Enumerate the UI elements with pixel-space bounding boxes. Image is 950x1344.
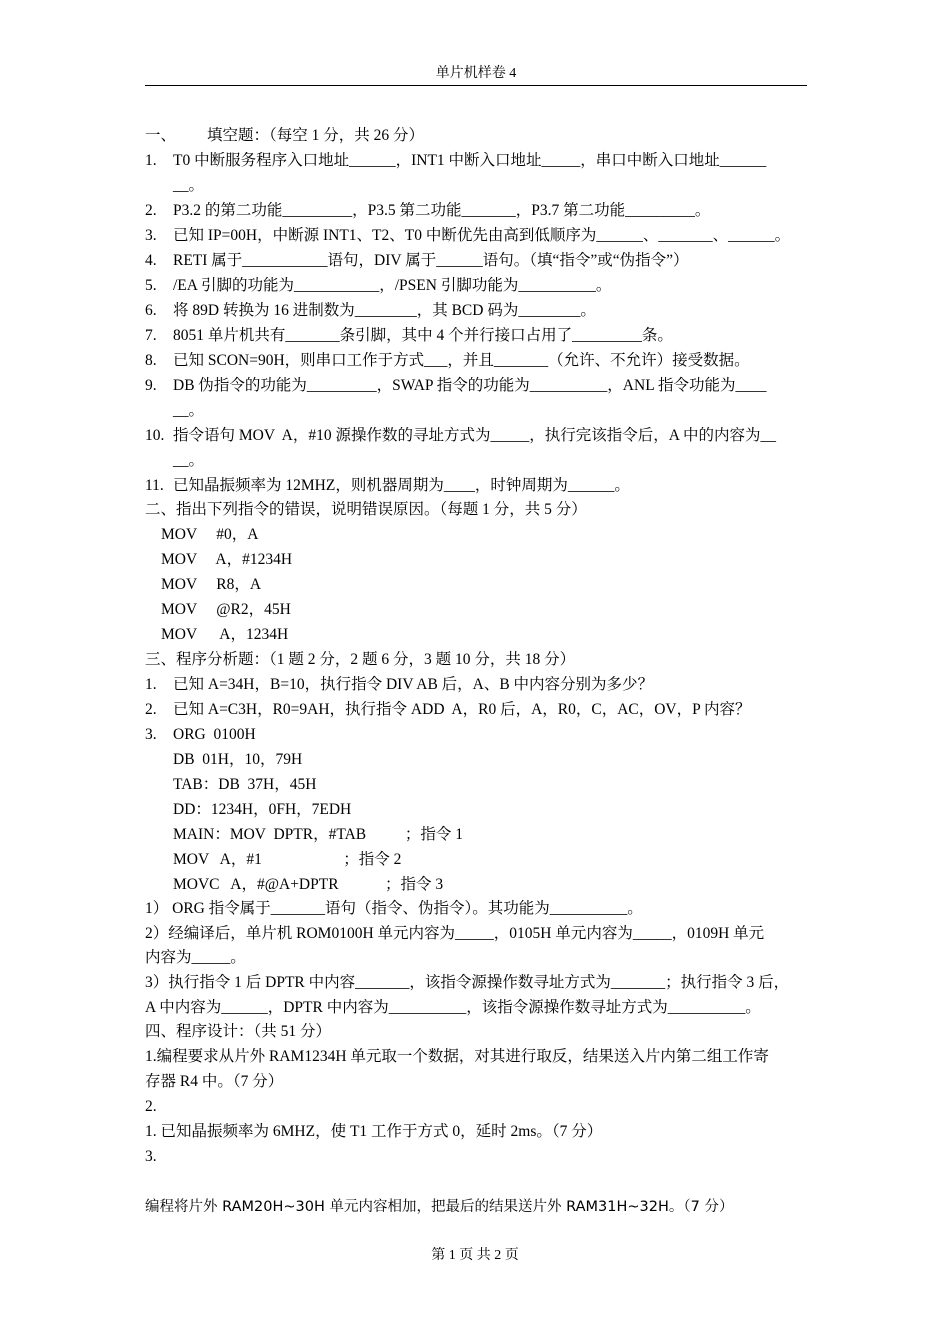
- program-line: MOVC A，#@A+DPTR ；指令 3: [173, 876, 444, 893]
- question-text: ORG 0100H: [173, 726, 256, 743]
- instruction-line: MOV #0，A: [161, 526, 259, 543]
- design-problem-1: 1.编程要求从片外 RAM1234H 单元取一个数据，对其进行取反，结果送入片内第二组工作寄: [145, 1048, 769, 1065]
- question-number: 9.: [145, 377, 157, 394]
- design-problem-2-number: 2.: [145, 1098, 157, 1115]
- question-number: 8.: [145, 352, 157, 369]
- page-header-title: 单片机样卷 4: [435, 66, 517, 81]
- question-9-continuation: __。: [173, 402, 205, 419]
- sub-question-2-continuation: 内容为_____。: [145, 949, 246, 966]
- sub-question-3: 3）执行指令 1 后 DPTR 中内容_______，该指令源操作数寻址方式为_______；执行指令 3 后，: [145, 974, 790, 991]
- question-number: 4.: [145, 252, 157, 269]
- question-11: [145, 476, 630, 496]
- question-number: 2.: [145, 202, 157, 219]
- question-text: DB 伪指令的功能为_________，SWAP 指令的功能为__________，ANL 指令功能为____: [173, 377, 767, 394]
- instruction-line: MOV R8，A: [161, 576, 262, 593]
- question-10: [145, 426, 776, 446]
- question-text: P3.2 的第二功能_________，P3.5 第二功能_______，P3.7 第二功能_________。: [173, 202, 711, 219]
- question-text: 8051 单片机共有_______条引脚，其中 4 个并行接口占用了_________条。: [173, 327, 673, 344]
- program-line: DB 01H，10，79H: [173, 751, 303, 768]
- question-9: [145, 376, 766, 396]
- question-number: 1.: [145, 676, 157, 693]
- question-number: 6.: [145, 302, 157, 319]
- question-8: [145, 351, 750, 371]
- question-number: 3.: [145, 726, 157, 743]
- instruction-line: MOV @R2，45H: [161, 601, 291, 618]
- question-1: [145, 151, 766, 171]
- program-line: DD：1234H，0FH，7EDH: [173, 801, 352, 818]
- question-number: 7.: [145, 327, 157, 344]
- page-footer: 第 1 页 共 2 页: [431, 1248, 519, 1263]
- question-10-continuation: __。: [173, 452, 205, 469]
- header-rule: [145, 85, 807, 86]
- program-line: MAIN：MOV DPTR，#TAB ；指令 1: [173, 826, 463, 843]
- analysis-question-2: [145, 700, 751, 720]
- analysis-question-1: [145, 675, 653, 695]
- question-5: [145, 276, 611, 296]
- question-7: [145, 326, 673, 346]
- question-4: [145, 251, 688, 271]
- sub-question-1: 1） ORG 指令属于_______语句（指令、伪指令）。其功能为__________。: [145, 900, 643, 917]
- sub-question-2: 2）经编译后，单片机 ROM0100H 单元内容为_____，0105H 单元内容为_____，0109H 单元: [145, 925, 765, 942]
- program-line: MOV A，#1 ；指令 2: [173, 851, 402, 868]
- question-number: 11.: [145, 477, 164, 494]
- question-number: 2.: [145, 701, 157, 718]
- question-text: T0 中断服务程序入口地址______，INT1 中断入口地址_____，串口中断入口地址______: [173, 152, 767, 169]
- question-text: 已知 A=34H，B=10，执行指令 DIV AB 后，A、B 中内容分别为多少？: [173, 676, 654, 693]
- design-problem-3-number: 3.: [145, 1148, 157, 1165]
- question-text: 已知 SCON=90H，则串口工作于方式___，并且_______（允许、不允许）接受数据。: [173, 352, 750, 369]
- question-number: 3.: [145, 227, 157, 244]
- question-1-continuation: __。: [173, 177, 205, 194]
- section3-heading: 三、程序分析题：（1 题 2 分，2 题 6 分，3 题 10 分，共 18 分）: [145, 651, 576, 668]
- question-text: 指令语句 MOV A，#10 源操作数的寻址方式为_____，执行完该指令后，A 中的内容为__: [173, 427, 776, 444]
- question-text: 已知 IP=00H，中断源 INT1、T2、T0 中断优先由高到低顺序为______、_______、______。: [173, 227, 791, 244]
- question-text: /EA 引脚的功能为___________，/PSEN 引脚功能为__________。: [173, 277, 612, 294]
- section1-heading: 一、 填空题：（每空 1 分，共 26 分）: [145, 127, 425, 144]
- analysis-question-3: [145, 725, 256, 745]
- question-text: 已知晶振频率为 12MHZ，则机器周期为____，时钟周期为______。: [173, 477, 630, 494]
- question-3: [145, 226, 790, 246]
- design-problem-3: 编程将片外 RAM20H~30H 单元内容相加，把最后的结果送片外 RAM31H~32H。（7 分）: [145, 1199, 734, 1215]
- question-6: [145, 301, 596, 321]
- instruction-line: MOV A，#1234H: [161, 551, 293, 568]
- design-problem-2: 1. 已知晶振频率为 6MHZ，使 T1 工作于方式 0，延时 2ms。（7 分）: [145, 1123, 603, 1140]
- question-text: 将 89D 转换为 16 进制数为________，其 BCD 码为________。: [173, 302, 596, 319]
- instruction-line: MOV A，1234H: [161, 626, 289, 643]
- section2-heading: 二、指出下列指令的错误，说明错误原因。（每题 1 分，共 5 分）: [145, 501, 587, 518]
- section4-heading: 四、程序设计：（共 51 分）: [145, 1023, 332, 1040]
- sub-question-3-continuation: A 中内容为______，DPTR 中内容为__________，该指令源操作数寻址方式为__________。: [145, 999, 761, 1016]
- question-2: [145, 201, 710, 221]
- question-number: 5.: [145, 277, 157, 294]
- question-text: RETI 属于___________语句，DIV 属于______语句。（填“指令”或“伪指令”）: [173, 252, 689, 269]
- question-text: 已知 A=C3H，R0=9AH，执行指令 ADD A，R0 后，A，R0，C，AC，OV，P 内容？: [173, 701, 751, 718]
- question-number: 10.: [145, 427, 165, 444]
- design-problem-1-continuation: 存器 R4 中。（7 分）: [145, 1073, 284, 1090]
- question-number: 1.: [145, 152, 157, 169]
- program-line: TAB：DB 37H，45H: [173, 776, 317, 793]
